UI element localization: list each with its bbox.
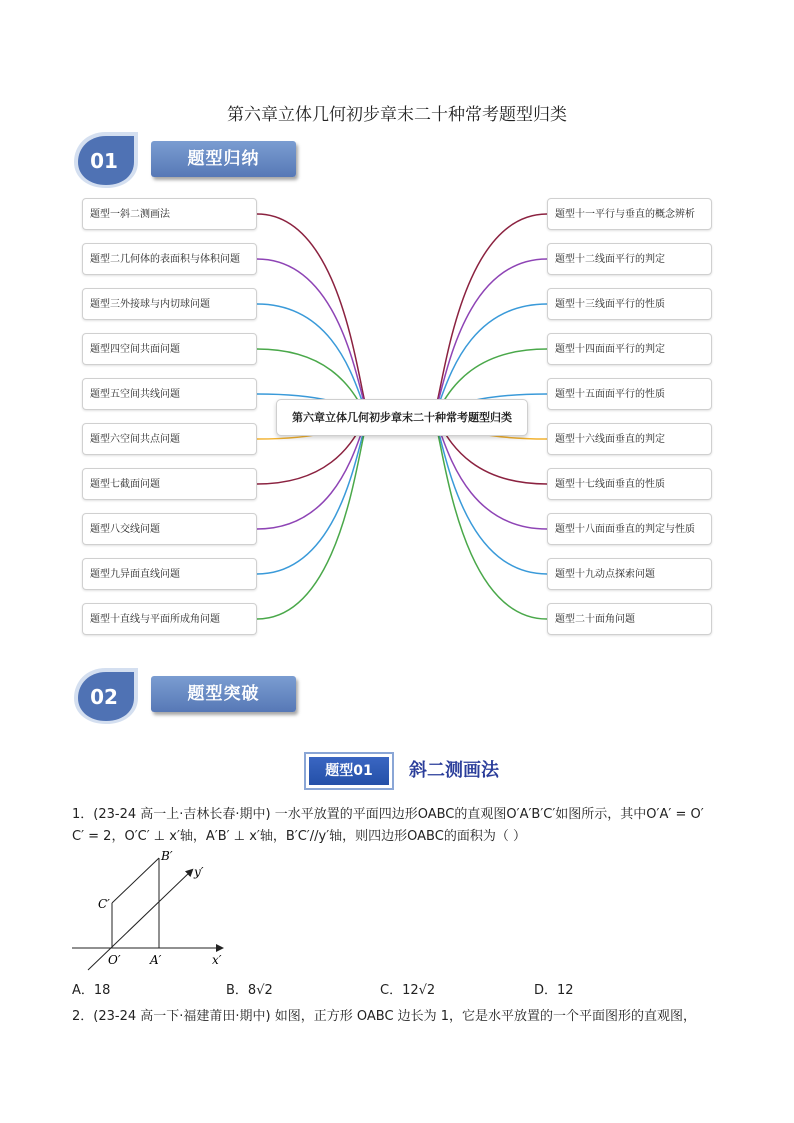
- choice-b[interactable]: B．8√2: [226, 983, 273, 998]
- mindmap-left-node[interactable]: 题型五空间共线问题: [82, 378, 257, 410]
- mindmap-left-node[interactable]: 题型十直线与平面所成角问题: [82, 603, 257, 635]
- mindmap-right-node[interactable]: 题型十四面面平行的判定: [547, 333, 712, 365]
- y-axis: [88, 870, 192, 970]
- choice-d[interactable]: D．12: [534, 983, 574, 998]
- mindmap-right-connector: [432, 416, 547, 619]
- mindmap-right-node[interactable]: 题型十一平行与垂直的概念辨析: [547, 198, 712, 230]
- mindmap-left-node[interactable]: 题型六空间共点问题: [82, 423, 257, 455]
- section-1-banner: 题型归纳: [151, 141, 296, 177]
- mindmap-right-node[interactable]: 题型十三线面平行的性质: [547, 288, 712, 320]
- topic-header: [0, 752, 794, 792]
- section-2-number: 02: [90, 685, 118, 709]
- mindmap-left-node[interactable]: 题型七截面问题: [82, 468, 257, 500]
- label-c: C′: [98, 897, 110, 911]
- mindmap-left-node[interactable]: 题型四空间共面问题: [82, 333, 257, 365]
- choice-a[interactable]: A．18: [72, 983, 111, 998]
- mindmap-left-node[interactable]: 题型九异面直线问题: [82, 558, 257, 590]
- topic-tag: [304, 752, 394, 790]
- mindmap-left-node[interactable]: 题型二几何体的表面积与体积问题: [82, 243, 257, 275]
- label-y: y′: [194, 865, 204, 879]
- label-a: A′: [150, 953, 162, 967]
- mindmap-left-node[interactable]: 题型八交线问题: [82, 513, 257, 545]
- segment-cb: [112, 858, 159, 903]
- label-b: B′: [161, 849, 173, 863]
- question-1-figure: [70, 848, 230, 974]
- mindmap-right-node[interactable]: 题型十六线面垂直的判定: [547, 423, 712, 455]
- question-1-line-1: 1．(23-24 高一上·吉林长春·期中) 一水平放置的平面四边形OABC的直观图O′A′B′C′如图所示，其中O′A′ = O′: [72, 807, 704, 822]
- mindmap-right-node[interactable]: 题型十八面面垂直的判定与性质: [547, 513, 712, 545]
- mindmap-left-connector: [257, 214, 370, 416]
- question-2-line-1: 2．(23-24 高一下·福建莆田·期中) 如图，正方形 OABC 边长为 1，它是水平放置的一个平面图形的直观图，: [72, 1009, 697, 1024]
- label-x: x′: [212, 953, 222, 967]
- question-1-line-2: C′ = 2，O′C′ ⊥ x′轴，A′B′ ⊥ x′轴，B′C′//y′轴，则四边形OABC的面积为（ ）: [72, 829, 526, 844]
- mindmap-left-node[interactable]: 题型一斜二测画法: [82, 198, 257, 230]
- mindmap-right-node[interactable]: 题型十九动点探索问题: [547, 558, 712, 590]
- mindmap-center-node[interactable]: 第六章立体几何初步章末二十种常考题型归类: [276, 399, 528, 436]
- question-1-choices: [72, 980, 732, 1002]
- mindmap-left-connector: [257, 416, 370, 619]
- choice-c[interactable]: C．12√2: [380, 983, 436, 998]
- mindmap-right-node[interactable]: 题型十七线面垂直的性质: [547, 468, 712, 500]
- label-o: O′: [108, 953, 121, 967]
- section-2-badge: [70, 666, 142, 726]
- mindmap-left-node[interactable]: 题型三外接球与内切球问题: [82, 288, 257, 320]
- topic-tag-label: 题型01: [309, 757, 389, 785]
- document-title: 第六章立体几何初步章末二十种常考题型归类: [227, 105, 567, 125]
- mindmap-right-connector: [432, 214, 547, 416]
- mindmap-right-node[interactable]: 题型十二线面平行的判定: [547, 243, 712, 275]
- mindmap-right-node[interactable]: 题型二十面角问题: [547, 603, 712, 635]
- section-1-number: 01: [90, 149, 118, 173]
- topic-name: 斜二测画法: [409, 760, 499, 781]
- mindmap-right-node[interactable]: 题型十五面面平行的性质: [547, 378, 712, 410]
- section-2-banner: 题型突破: [151, 676, 296, 712]
